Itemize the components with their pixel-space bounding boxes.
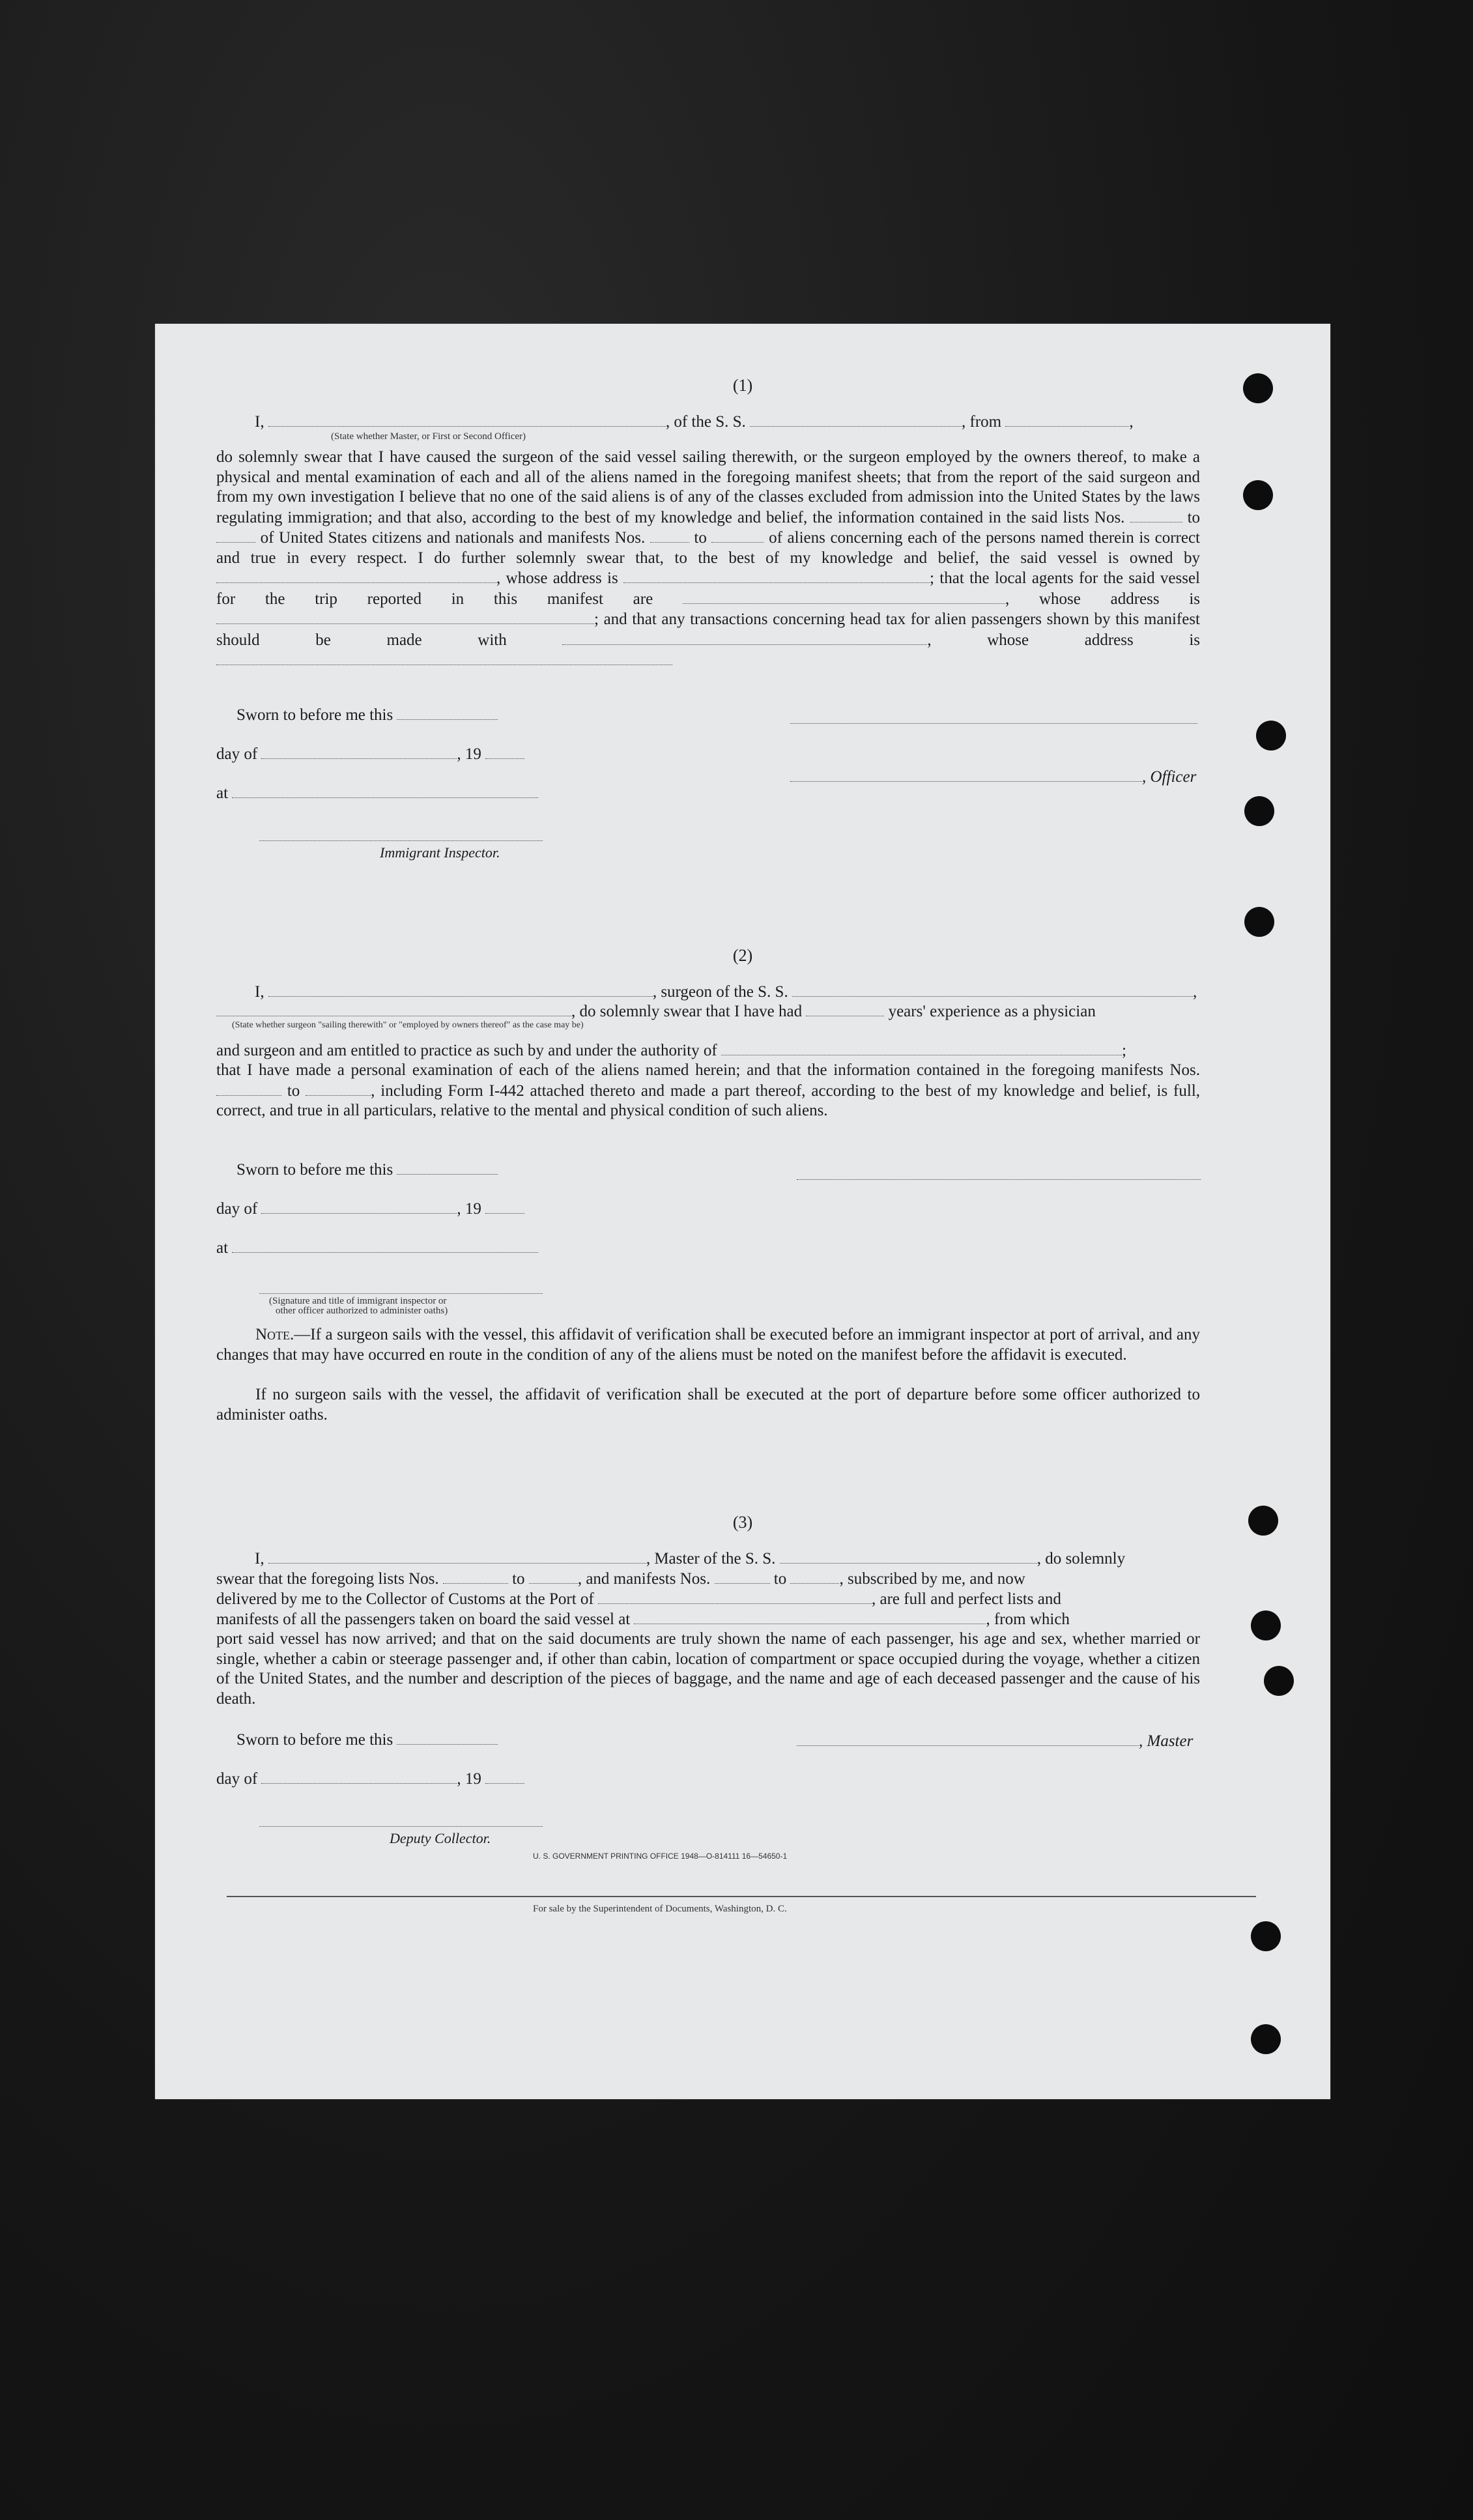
from-label: , from	[962, 413, 1002, 431]
vessel-name-field[interactable]	[750, 412, 962, 427]
agents-address-field[interactable]	[216, 609, 594, 624]
address-label: whose address is	[1038, 590, 1201, 608]
delivered-text: delivered by me to the Collector of Customs at the Port of	[216, 1590, 594, 1608]
section-3-line-2	[216, 1569, 1025, 1589]
manifests-from-field[interactable]	[216, 1081, 281, 1096]
comma: ,	[1005, 590, 1010, 608]
surgeon-note: (State whether surgeon "sailing therewith" or "employed by owners thereof" as the case may be)	[232, 1020, 584, 1030]
semicolon: ;	[930, 569, 934, 587]
master-row	[797, 1731, 1193, 1751]
manifests-to-field[interactable]	[790, 1569, 839, 1584]
place-field[interactable]	[232, 1238, 538, 1253]
from-port-field[interactable]	[1005, 412, 1129, 427]
no-surgeon-paragraph	[216, 1385, 1200, 1425]
manifests-of-text: manifests of all the passengers taken on board the said vessel at	[216, 1611, 631, 1628]
section-2-body	[216, 1061, 1200, 1121]
agents-field[interactable]	[683, 589, 1005, 604]
section-2-number: (2)	[732, 946, 753, 965]
form-page	[155, 324, 1330, 2099]
sworn-label: Sworn to before me this	[236, 1731, 393, 1749]
year-label: , 19	[457, 1200, 481, 1218]
signature-note-2: other officer authorized to administer oaths)	[276, 1306, 448, 1316]
sworn-day-field[interactable]	[397, 1730, 498, 1745]
officer-row	[790, 767, 1196, 787]
master-note: (State whether Master, or First or Second Officer)	[331, 431, 526, 442]
to-label: to	[1187, 508, 1201, 526]
agents-text: that the local agents for the said vessel for the trip reported in this manifest are	[216, 569, 1201, 608]
subscribed-text: , subscribed by me, and now	[839, 1570, 1025, 1588]
day-of-row-3	[216, 1769, 524, 1789]
section-3-body	[216, 1629, 1200, 1709]
authority-field[interactable]	[721, 1040, 1122, 1055]
lists-from-field[interactable]	[443, 1569, 508, 1584]
manifests-to-field[interactable]	[306, 1081, 371, 1096]
section-3-line-1	[255, 1549, 1125, 1569]
solemnly-text: , do solemnly swear that I have had	[571, 1003, 803, 1020]
sworn-row-2	[236, 1160, 498, 1180]
binder-hole	[1244, 796, 1274, 826]
to-label: to	[773, 1570, 787, 1588]
head-tax-field[interactable]	[562, 630, 927, 645]
at-row-1	[216, 783, 538, 803]
full-text: , are full and perfect lists and	[872, 1590, 1061, 1608]
i-label: I,	[255, 983, 265, 1001]
printing-office-line: U. S. GOVERNMENT PRINTING OFFICE 1948—O-814111 16—54650-1	[533, 1852, 788, 1861]
years-field[interactable]	[806, 1001, 884, 1016]
inspector-signature-line[interactable]	[259, 840, 543, 841]
at-row-2	[216, 1238, 538, 1258]
day-of-row-1	[216, 744, 524, 764]
i-label: I,	[255, 1550, 265, 1568]
authority-row	[216, 1040, 1126, 1061]
i-label: I,	[255, 413, 265, 431]
place-field[interactable]	[232, 783, 538, 798]
binder-hole	[1244, 907, 1274, 937]
master-of-label: , Master of the S. S.	[646, 1550, 776, 1568]
section-1-number: (1)	[732, 376, 753, 395]
to-label: to	[694, 529, 707, 547]
inspector-label: Immigrant Inspector.	[380, 844, 500, 861]
binder-hole	[1251, 1921, 1281, 1951]
sworn-day-field[interactable]	[397, 1160, 498, 1175]
port-field[interactable]	[598, 1589, 872, 1604]
binder-hole	[1243, 480, 1273, 510]
day-of-row-2	[216, 1199, 524, 1219]
section-3-number: (3)	[732, 1513, 753, 1532]
sworn-row-3	[236, 1730, 498, 1750]
surgeon-signature-line[interactable]	[797, 1179, 1201, 1180]
day-of-label: day of	[216, 1770, 258, 1788]
binder-hole	[1264, 1666, 1294, 1696]
officer-signature-field[interactable]	[790, 767, 1142, 782]
day-of-label: day of	[216, 745, 258, 763]
section-3-line-4	[216, 1609, 1070, 1629]
for-sale-line: For sale by the Superintendent of Documents, Washington, D. C.	[533, 1904, 787, 1914]
section-1-line-1	[255, 412, 1134, 432]
sworn-row-1	[236, 705, 498, 725]
oath-text: do solemnly swear that I have caused the surgeon of the said vessel sailing therewith, or the surgeon employed by the owners thereof, to make a physical and mental examination of each and all of the aliens named in the foregoing manifest sheets; that from the report of the said surgeon and from my own investigation I believe that no one of the said aliens is of any of the classes excluded from admission into the United States by the laws regulating immigration; and that also, according to the best of my knowledge and belief, the information contained in the said lists Nos.	[216, 448, 1200, 526]
manifests-to-field[interactable]	[711, 528, 764, 543]
comma: ,	[1129, 413, 1134, 431]
deputy-signature-line[interactable]	[259, 1826, 543, 1827]
lists-to-field[interactable]	[216, 528, 255, 543]
year-field[interactable]	[485, 1769, 524, 1784]
manifests-label: , and manifests Nos.	[577, 1570, 711, 1588]
at-label: at	[216, 784, 229, 802]
sworn-day-field[interactable]	[397, 705, 498, 720]
do-solemnly-label: , do solemnly	[1037, 1550, 1126, 1568]
manifests-from-field[interactable]	[650, 528, 689, 543]
semicolon: ;	[1122, 1042, 1126, 1059]
master-label: , Master	[1139, 1732, 1194, 1750]
master-name-field[interactable]	[268, 1549, 646, 1564]
sworn-label: Sworn to before me this	[236, 1161, 393, 1179]
surgeon-status-field[interactable]	[216, 1001, 571, 1016]
lists-to-field[interactable]	[529, 1569, 578, 1584]
day-of-label: day of	[216, 1200, 258, 1218]
owner-address-field[interactable]	[623, 568, 930, 583]
binder-hole	[1248, 1506, 1278, 1536]
vessel-name-field[interactable]	[792, 982, 1193, 997]
to-label: to	[287, 1081, 300, 1100]
officer-label: , Officer	[1142, 768, 1197, 786]
swear-text: swear that the foregoing lists Nos.	[216, 1570, 439, 1588]
month-field[interactable]	[261, 1199, 457, 1214]
head-tax-text: ; and that any transactions concerning head tax for alien passengers shown by this manifest should be made with	[216, 610, 1200, 649]
sworn-label: Sworn to before me this	[236, 706, 393, 724]
documents-text: port said vessel has now arrived; and that on the said documents are truly shown the name of each passenger, his age and sex, whether married or single, whether a cabin or steerage passenger and, if other than cabin, location of compartment or space occupied during the voyage, whether a citizen of the United States, and the number and description of the pieces of baggage, and the name and age of each deceased passenger and the cause of his death.	[216, 1630, 1200, 1708]
binder-hole	[1251, 1611, 1281, 1640]
month-field[interactable]	[261, 1769, 457, 1784]
of-the-ss-label: , of the S. S.	[665, 413, 746, 431]
vessel-name-field[interactable]	[780, 1549, 1037, 1564]
citizens-text: of United States citizens and nationals and manifests Nos.	[260, 529, 646, 547]
note-label: Note.	[255, 1326, 294, 1343]
authority-text: and surgeon and am entitled to practice as such by and under the authority of	[216, 1042, 717, 1059]
from-which-text: , from which	[986, 1611, 1070, 1628]
officer-signature-line-1[interactable]	[790, 723, 1197, 724]
to-label: to	[512, 1570, 525, 1588]
surgeon-note-paragraph	[216, 1325, 1200, 1365]
note-text: If no surgeon sails with the vessel, the affidavit of verification shall be executed at the port of departure before some officer authorized to administer oaths.	[216, 1386, 1200, 1424]
month-field[interactable]	[261, 744, 457, 759]
surgeon-of-label: , surgeon of the S. S.	[652, 983, 788, 1001]
examination-text: that I have made a personal examination of each of the aliens named herein; and that the information contained in the foregoing manifests Nos.	[216, 1061, 1200, 1079]
surgeon-name-field[interactable]	[268, 982, 653, 997]
year-label: , 19	[457, 1770, 481, 1788]
year-label: , 19	[457, 745, 481, 763]
section-2-line-2	[216, 1001, 1096, 1022]
section-1-body	[216, 448, 1200, 671]
departure-port-field[interactable]	[634, 1609, 986, 1624]
signature-note-1: (Signature and title of immigrant inspector or	[269, 1296, 447, 1306]
year-field[interactable]	[485, 744, 524, 759]
binder-hole	[1251, 2024, 1281, 2054]
manifests-from-field[interactable]	[715, 1569, 770, 1584]
lists-from-field[interactable]	[1130, 508, 1182, 523]
aliens-text: of aliens concerning each of the persons named therein is correct and true in every respect. I do further solemnly swear that, to the best of my knowledge and belief, the said vessel is owned by	[216, 529, 1201, 567]
section-3-line-3	[216, 1589, 1061, 1609]
officer-name-field[interactable]	[268, 412, 666, 427]
binder-hole	[1256, 721, 1286, 751]
note-text: —If a surgeon sails with the vessel, this affidavit of verification shall be executed before an immigrant inspector at port of arrival, and any changes that may have occurred en route in the condition of any of the aliens must be noted on the manifest before the affidavit is executed.	[216, 1326, 1200, 1364]
correctness-text: , including Form I-442 attached thereto and made a part thereof, according to the best of my knowledge and belief, is full, correct, and true in all particulars, relative to the mental and physical condition of such aliens.	[216, 1081, 1201, 1119]
owner-field[interactable]	[216, 568, 496, 583]
comma: ,	[1192, 983, 1197, 1001]
inspector-signature-line[interactable]	[259, 1293, 543, 1294]
master-signature-field[interactable]	[797, 1731, 1139, 1746]
deputy-label: Deputy Collector.	[390, 1830, 491, 1846]
year-field[interactable]	[485, 1199, 524, 1214]
head-tax-address-field[interactable]	[216, 650, 672, 665]
address-label: , whose address is	[927, 631, 1201, 649]
at-label: at	[216, 1239, 229, 1257]
footer-rule	[227, 1896, 1256, 1897]
section-2-line-1	[255, 982, 1197, 1002]
address-label: , whose address is	[496, 569, 618, 587]
binder-hole	[1243, 373, 1273, 403]
years-text: years' experience as a physician	[888, 1003, 1096, 1020]
